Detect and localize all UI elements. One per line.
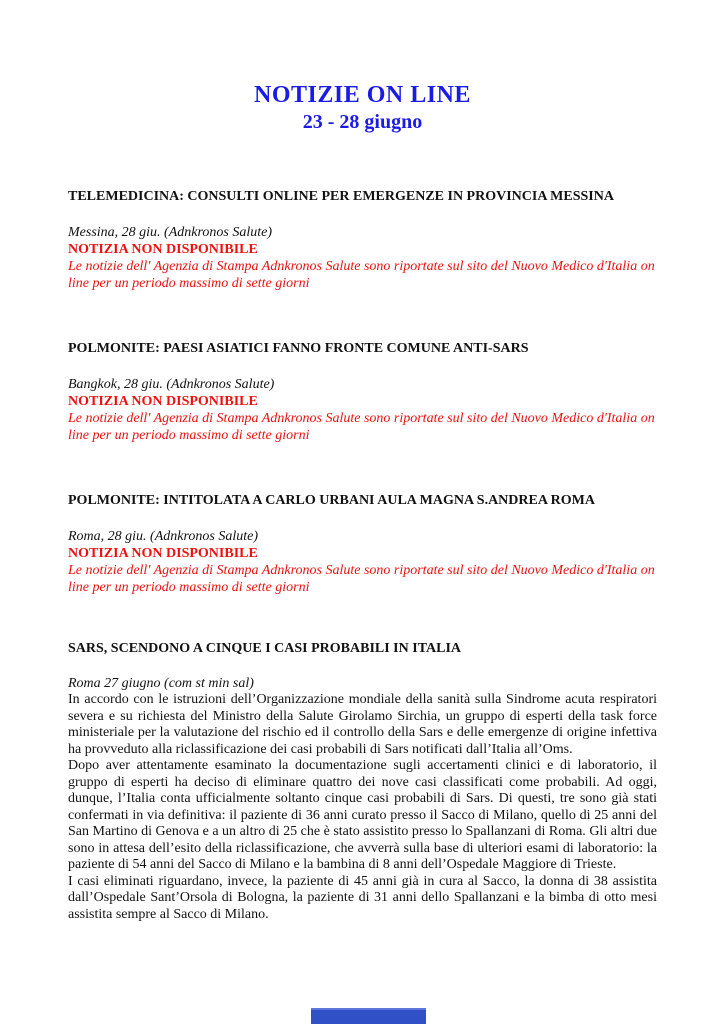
- notice-item-polmonite-asia: [68, 340, 657, 444]
- notice-item-polmonite-urbani: [68, 492, 657, 596]
- notice-dateline: Roma, 28 giu. (Adnkronos Salute): [68, 529, 259, 544]
- notice-unavailable-label: NOTIZIA NON DISPONIBILE: [68, 546, 258, 561]
- article-dateline: Roma 27 giugno (com st min sal): [68, 676, 254, 691]
- notice-dateline: Bangkok, 28 giu. (Adnkronos Salute): [68, 377, 275, 392]
- article-paragraph-1: In accordo con le istruzioni dell’Organizzazione mondiale della sanità sulla Sindrome acuta respiratori severa e su richiesta del Ministro della Salute Girolamo Sirchia, un gruppo di esperti della task force ministeriale per la valutazione del rischio ed il controllo della Sars e delle emergenze di origine infettiva ha provveduto alla riclassificazione dei casi probabili di Sars notificati dall’Italia all’Oms.: [68, 692, 657, 757]
- notice-unavailable-note: Le notizie dell' Agenzia di Stampa Adnkronos Salute sono riportate sul sito del Nuovo Medico d'Italia on line per un periodo massimo di sette giorni: [68, 563, 655, 595]
- notice-unavailable-label: NOTIZIA NON DISPONIBILE: [68, 242, 258, 257]
- notice-headline: TELEMEDICINA: CONSULTI ONLINE PER EMERGENZE IN PROVINCIA MESSINA: [68, 189, 614, 204]
- article-paragraph-3: I casi eliminati riguardano, invece, la paziente di 45 anni già in cura al Sacco, la donna di 38 assistita dall’Ospedale Sant’Orsola di Bologna, la paziente di 31 anni dello Spallanzani e la bimba di otto mesi assistita sempre al Sacco di Milano.: [68, 873, 657, 922]
- notice-unavailable-label: NOTIZIA NON DISPONIBILE: [68, 394, 258, 409]
- article-paragraph-2: Dopo aver attentamente esaminato la documentazione sugli accertamenti clinici e di laboratorio, il gruppo di esperti ha deciso di eliminare quattro dei nove casi classificati come probabili. Ad oggi, dunque, l’Italia conta ufficialmente soltanto cinque casi probabili di Sars. Di questi, tre sono già stati confermati in via definitiva: il paziente di 36 anni curato presso il Sacco di Milano, quello di 25 anni del San Martino di Genova e a un altro di 25 che è stato assistito presso lo Spallanzani di Roma. Gli altri due sono in attesa dell’esito della riclassificazione, che avverrà sulla base di ulteriori esami di laboratorio: la paziente di 54 anni del Sacco di Milano e la bambina di 8 anni dell’Ospedale Maggiore di Trieste.: [68, 758, 657, 872]
- article-headline: SARS, SCENDONO A CINQUE I CASI PROBABILI IN ITALIA: [68, 641, 461, 656]
- notice-headline: POLMONITE: INTITOLATA A CARLO URBANI AULA MAGNA S.ANDREA ROMA: [68, 493, 596, 508]
- notice-dateline: Messina, 28 giu. (Adnkronos Salute): [68, 225, 273, 240]
- notice-unavailable-note: Le notizie dell' Agenzia di Stampa Adnkronos Salute sono riportate sul sito del Nuovo Medico d'Italia on line per un periodo massimo di sette giorni: [68, 411, 655, 443]
- title-line-2: 23 - 28 giugno: [302, 111, 423, 133]
- cropped-blue-image-fragment: [311, 1008, 426, 1024]
- notice-headline: POLMONITE: PAESI ASIATICI FANNO FRONTE COMUNE ANTI-SARS: [68, 341, 529, 356]
- notice-item-telemedicina: [68, 188, 657, 292]
- document-title: [68, 0, 657, 136]
- article-sars-casi-probabili: [68, 640, 657, 923]
- notice-unavailable-note: Le notizie dell' Agenzia di Stampa Adnkronos Salute sono riportate sul sito del Nuovo Medico d'Italia on line per un periodo massimo di sette giorni: [68, 259, 655, 291]
- title-line-1: NOTIZIE ON LINE: [254, 82, 471, 108]
